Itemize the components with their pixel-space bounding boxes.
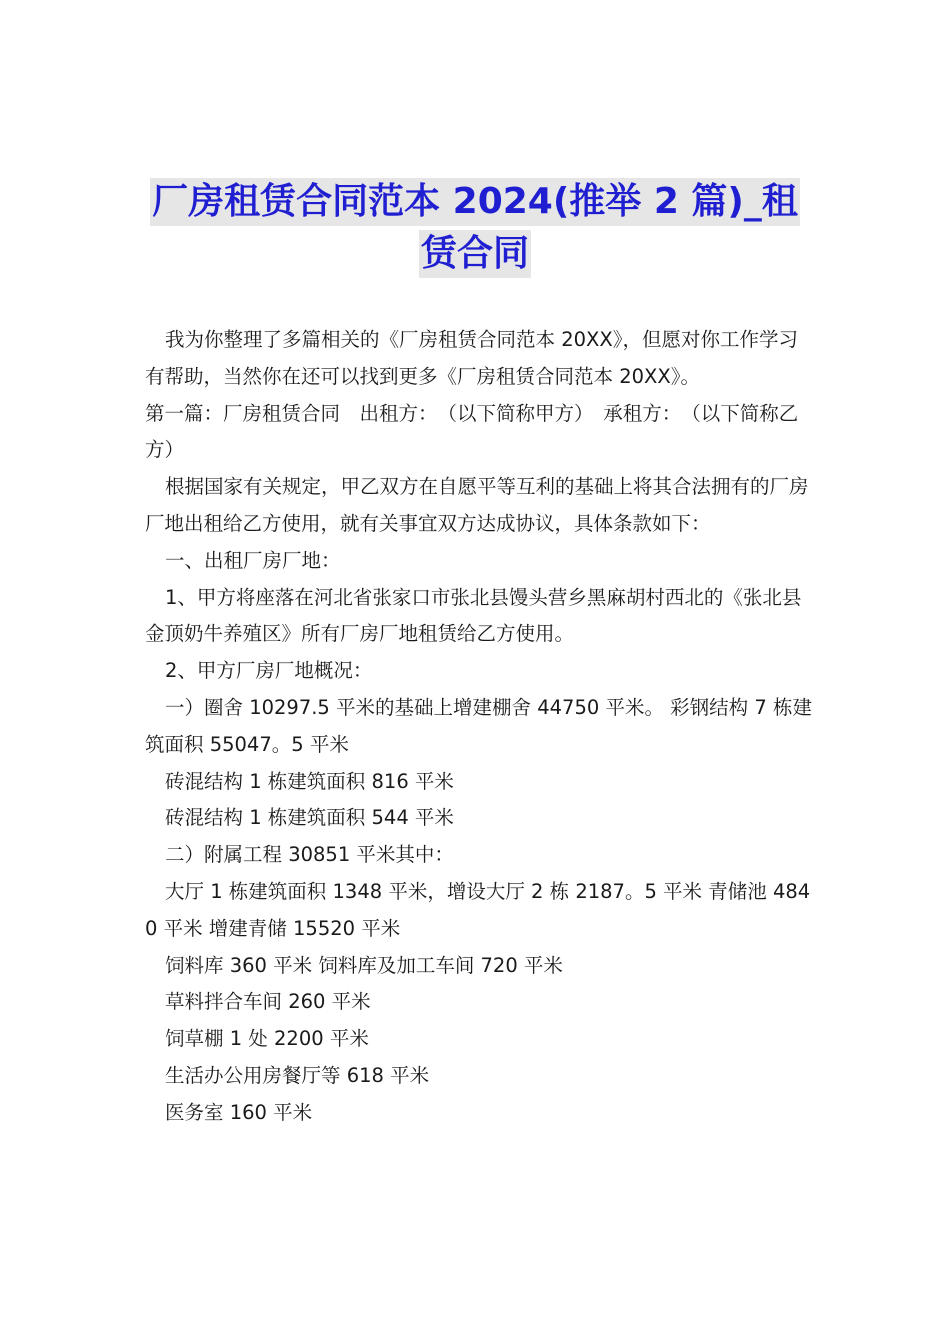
document-body: [145, 322, 813, 1132]
paragraph: 生活办公用房餐厅等 618 平米: [165, 1063, 430, 1087]
paragraph: 2、甲方厂房厂地概况：: [165, 659, 373, 683]
paragraph: 大厅 1 栋建筑面积 1348 平米，增设大厅 2 栋 2187。5 平米 青储池 4840 平米 增建青储 15520 平米: [145, 879, 811, 940]
paragraph: 我为你整理了多篇相关的《厂房租赁合同范本 20XX》，但愿对你工作学习有帮助，当然你在还可以找到更多《厂房租赁合同范本 20XX》。: [145, 328, 798, 388]
paragraph: 一、出租厂房厂地：: [165, 548, 341, 572]
paragraph: 1、甲方将座落在河北省张家口市张北县馒头营乡黑麻胡村西北的《张北县金顶奶牛养殖区》所有厂房厂地租赁给乙方使用。: [145, 585, 802, 646]
paragraph: 二）附属工程 30851 平米其中：: [165, 843, 454, 867]
paragraph: 草料拌合车间 260 平米: [165, 990, 371, 1014]
paragraph: 第一篇：厂房租赁合同 出租方： （以下简称甲方） 承租方： （以下简称乙方）: [145, 401, 799, 462]
paragraph: 砖混结构 1 栋建筑面积 816 平米: [165, 769, 454, 793]
title-line-1: 厂房租赁合同范本 2024(推举 2 篇)_租: [150, 178, 800, 226]
paragraph: 砖混结构 1 栋建筑面积 544 平米: [165, 806, 454, 830]
document-title: [140, 178, 810, 282]
paragraph: 饲草棚 1 处 2200 平米: [165, 1027, 369, 1051]
paragraph: 根据国家有关规定，甲乙双方在自愿平等互利的基础上将其合法拥有的厂房厂地出租给乙方使用，就有关事宜双方达成协议，具体条款如下：: [145, 475, 809, 535]
paragraph: 医务室 160 平米: [165, 1100, 313, 1124]
title-line-2: 赁合同: [419, 230, 531, 278]
paragraph: 饲料库 360 平米 饲料库及加工车间 720 平米: [165, 953, 563, 977]
paragraph: 一）圈舍 10297.5 平米的基础上增建棚舍 44750 平米。 彩钢结构 7 栋建筑面积 55047。5 平米: [145, 695, 812, 756]
